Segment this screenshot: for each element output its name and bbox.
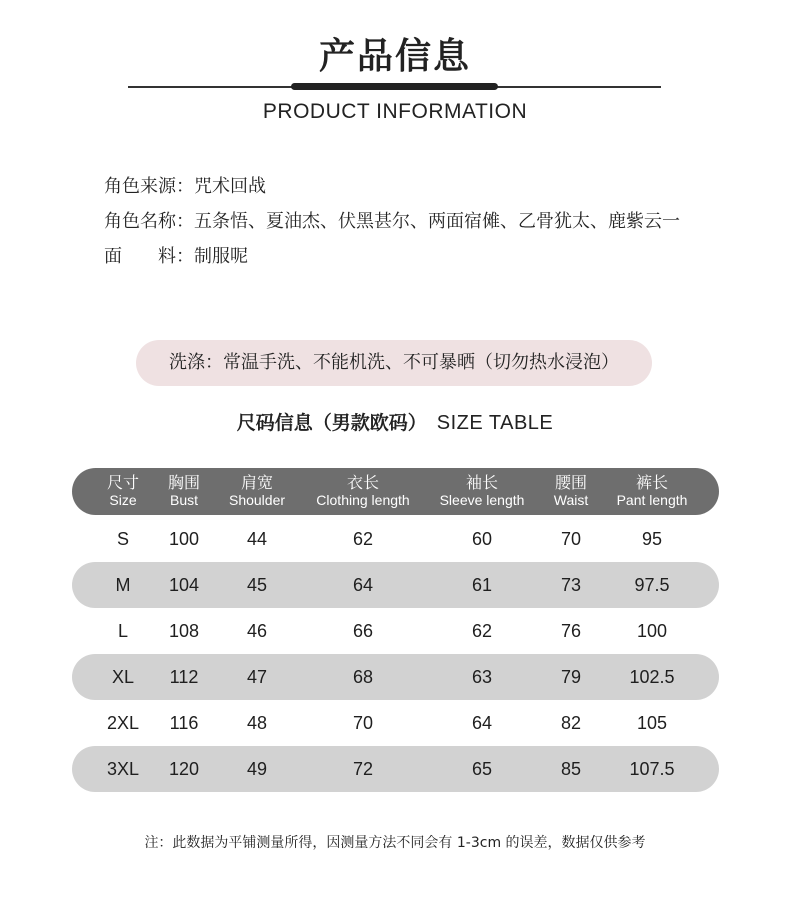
info-source-label: 角色来源： [104,176,194,197]
column-header [168,468,200,515]
page-title: 产品信息 [318,36,471,77]
column-header [554,468,588,515]
column-header-cn: 尺寸 [106,473,140,492]
column-header [316,468,409,515]
column-header [229,468,285,515]
table-cell: 100 [168,529,200,549]
table-cell: 63 [471,667,493,687]
table-cell: 62 [471,621,493,641]
table-cell: 64 [352,575,374,595]
info-source-value: 咒术回战 [194,176,266,197]
table-cell: 105 [636,713,668,733]
table-cell: M [115,575,131,595]
table-cell: 66 [352,621,374,641]
info-material-label: 面 料： [104,246,194,267]
table-cell: 2XL [106,713,140,733]
table-cell: 45 [246,575,268,595]
info-names [104,207,680,233]
table-cell: 97.5 [634,575,670,595]
column-header-en: Bust [169,492,199,508]
table-cell: XL [111,667,135,687]
table-cell: 72 [352,759,374,779]
table-cell: 3XL [106,759,140,779]
table-cell: 108 [168,621,200,641]
table-cell: L [117,621,129,641]
table-cell: 82 [560,713,582,733]
column-header [440,468,525,515]
info-source [104,172,266,198]
table-cell: 79 [560,667,582,687]
table-cell: 46 [246,621,268,641]
table-cell: 70 [560,529,582,549]
table-cell: 116 [169,713,199,733]
table-cell: 104 [168,575,200,595]
table-cell: 70 [352,713,374,733]
table-cell: 112 [169,667,199,687]
size-heading-en: SIZE TABLE [436,412,554,434]
size-table-heading [0,408,790,435]
table-cell: 61 [471,575,493,595]
info-material [104,242,248,268]
table-cell: 120 [168,759,200,779]
size-table-header [72,468,719,515]
info-names-label: 角色名称： [104,211,194,232]
column-header-cn: 衣长 [346,473,379,492]
table-cell: 49 [246,759,268,779]
table-row [72,562,719,608]
table-row [72,516,719,562]
table-cell: 48 [246,713,268,733]
table-cell: 102.5 [629,667,675,687]
table-cell: 85 [560,759,582,779]
table-cell: 65 [471,759,493,779]
table-cell: 95 [641,529,663,549]
column-header-en: Sleeve length [439,492,525,508]
info-material-value: 制服呢 [194,246,248,267]
table-cell: 76 [560,621,582,641]
column-header-cn: 裤长 [635,473,668,492]
column-header-cn: 胸围 [167,473,201,492]
column-header-cn: 肩宽 [240,473,274,492]
table-row [72,700,719,746]
page-subtitle: PRODUCT INFORMATION [262,100,528,123]
column-header-cn: 腰围 [554,473,588,492]
wash-instructions-badge: 洗涤：常温手洗、不能机洗、不可暴晒（切勿热水浸泡） [136,340,652,386]
title-accent-bar [291,83,498,90]
table-cell: 62 [352,529,374,549]
column-header-en: Shoulder [228,492,286,508]
column-header-en: Waist [553,492,589,508]
column-header [107,468,139,515]
table-cell: 73 [560,575,582,595]
table-cell: 68 [352,667,374,687]
column-header-en: Pant length [616,492,688,508]
column-header [617,468,688,515]
table-cell: S [116,529,130,549]
measurement-note: 注：此数据为平铺测量所得，因测量方法不同会有 1-3cm 的误差，数据仅供参考 [144,835,646,851]
table-row [72,654,719,700]
info-names-value: 五条悟、夏油杰、伏黑甚尔、两面宿傩、乙骨犹太、鹿紫云一 [194,211,680,232]
column-header-en: Size [109,492,137,508]
column-header-en: Clothing length [316,492,410,508]
size-heading-cn: 尺码信息（男款欧码） [236,412,427,434]
table-cell: 60 [471,529,493,549]
table-cell: 44 [246,529,268,549]
table-cell: 47 [246,667,268,687]
table-row [72,608,719,654]
table-cell: 100 [636,621,668,641]
table-cell: 107.5 [629,759,675,779]
table-row [72,746,719,792]
table-cell: 64 [471,713,493,733]
column-header-cn: 袖长 [465,473,498,492]
